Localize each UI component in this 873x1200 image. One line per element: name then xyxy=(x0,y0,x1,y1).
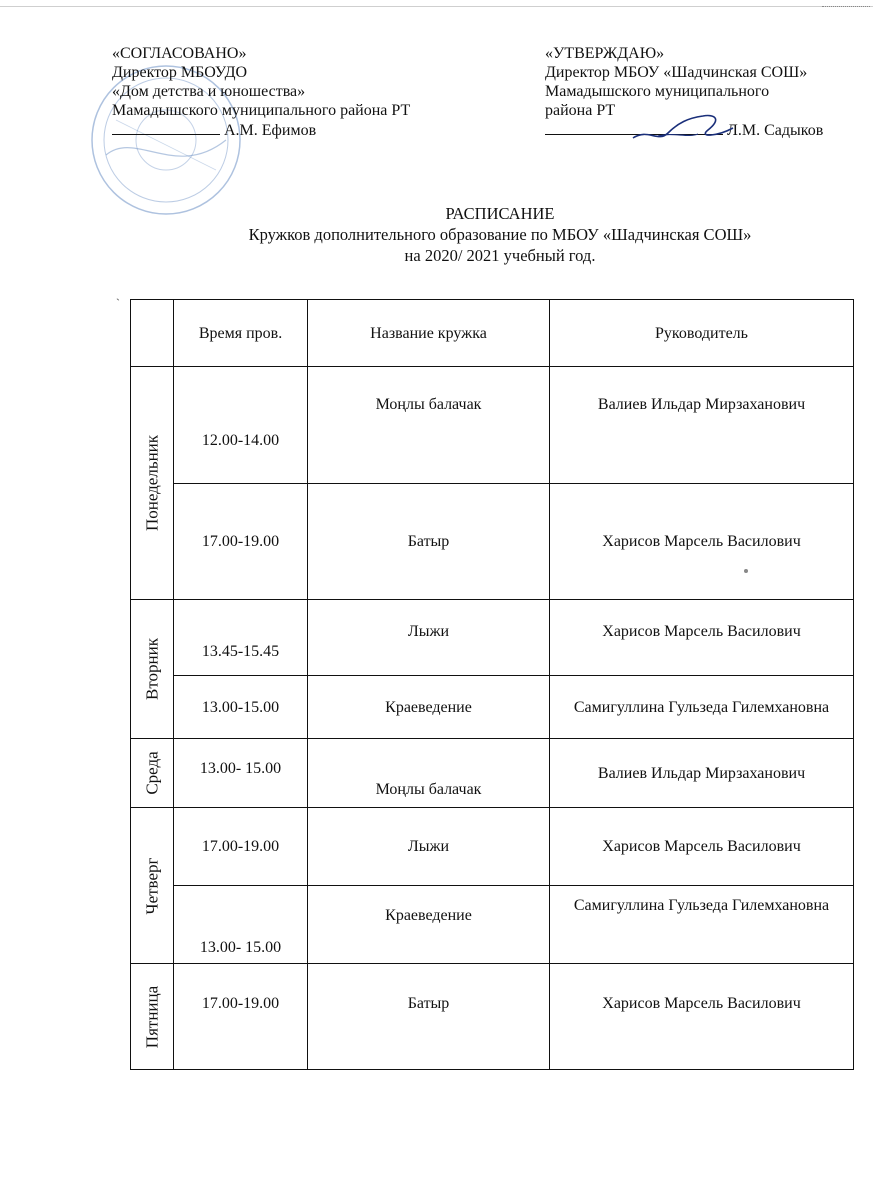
leader-cell: Харисов Марсель Василович xyxy=(550,484,854,600)
signature-line xyxy=(112,120,220,135)
approval-agreed-line3: Мамадышского муниципального района РТ xyxy=(112,102,411,119)
day-label-friday: Пятница xyxy=(142,985,162,1048)
header-row xyxy=(131,300,854,367)
approval-agreed-line2: «Дом детства и юношества» xyxy=(112,83,306,100)
day-monday xyxy=(131,367,174,600)
time-cell: 12.00-14.00 xyxy=(174,367,308,484)
table-row xyxy=(131,808,854,886)
club-cell: Лыжи xyxy=(308,600,550,676)
approval-agreed-heading: «СОГЛАСОВАНО» xyxy=(112,45,247,62)
day-thursday xyxy=(131,808,174,964)
day-wednesday xyxy=(131,739,174,808)
scan-edge-line xyxy=(0,6,873,7)
approval-agreed-signer: А.М. Ефимов xyxy=(224,122,317,139)
time-cell: 17.00-19.00 xyxy=(174,484,308,600)
approval-agreed-signature-row xyxy=(112,120,472,140)
club-cell: Батыр xyxy=(308,964,550,1070)
approval-approved-signature-row xyxy=(545,120,865,140)
day-label-wednesday: Среда xyxy=(142,751,162,795)
day-label-monday: Понедельник xyxy=(142,434,162,532)
signature-line xyxy=(545,120,723,135)
scan-edge-dash xyxy=(822,6,870,7)
table-row xyxy=(131,484,854,600)
time-cell: 13.45-15.45 xyxy=(174,600,308,676)
leader-cell: Самигуллина Гульзеда Гилемхановна xyxy=(550,676,854,739)
schedule-table xyxy=(130,299,854,1070)
time-cell: 17.00-19.00 xyxy=(174,964,308,1070)
approval-approved-line1: Директор МБОУ «Шадчинская СОШ» xyxy=(545,64,808,81)
approval-approved-line3: района РТ xyxy=(545,102,616,119)
club-cell: Краеведение xyxy=(308,676,550,739)
club-cell: Моңлы балачак xyxy=(308,739,550,808)
approval-approved-line2: Мамадышского муниципального xyxy=(545,83,770,100)
club-cell: Моңлы балачак xyxy=(308,367,550,484)
table-row xyxy=(131,739,854,808)
day-tuesday xyxy=(131,600,174,739)
day-label-thursday: Четверг xyxy=(142,857,162,914)
approval-agreed xyxy=(112,44,472,140)
leader-cell: Валиев Ильдар Мирзаханович xyxy=(550,367,854,484)
approval-agreed-line1: Директор МБОУДО xyxy=(112,64,248,81)
header-club: Название кружка xyxy=(308,300,550,367)
time-cell: 13.00- 15.00 xyxy=(174,886,308,964)
document-subtitle: Кружков дополнительного образование по МБОУ «Шадчинская СОШ» xyxy=(248,225,752,244)
approval-approved-heading: «УТВЕРЖДАЮ» xyxy=(545,45,665,62)
document-title-block xyxy=(130,203,870,266)
leader-cell: Самигуллина Гульзеда Гилемхановна xyxy=(550,886,854,964)
leader-cell: Харисов Марсель Василович xyxy=(550,600,854,676)
document-year: на 2020/ 2021 учебный год. xyxy=(404,246,596,265)
header-leader: Руководитель xyxy=(550,300,854,367)
approval-approved xyxy=(545,44,865,140)
header-time: Время пров. xyxy=(174,300,308,367)
table-row xyxy=(131,676,854,739)
leader-cell: Харисов Марсель Василович xyxy=(550,964,854,1070)
club-cell: Батыр xyxy=(308,484,550,600)
club-cell: Лыжи xyxy=(308,808,550,886)
table-row xyxy=(131,600,854,676)
table-row xyxy=(131,886,854,964)
time-cell: 13.00- 15.00 xyxy=(174,739,308,808)
scan-mark: ` xyxy=(116,296,120,310)
club-cell: Краеведение xyxy=(308,886,550,964)
header-day xyxy=(131,300,174,367)
time-cell: 13.00-15.00 xyxy=(174,676,308,739)
document-title: РАСПИСАНИЕ xyxy=(445,204,555,223)
table-row xyxy=(131,964,854,1070)
day-label-tuesday: Вторник xyxy=(142,638,162,700)
time-cell: 17.00-19.00 xyxy=(174,808,308,886)
approval-approved-signer: Л.М. Садыков xyxy=(727,122,824,139)
leader-cell: Валиев Ильдар Мирзаханович xyxy=(550,739,854,808)
table-row xyxy=(131,367,854,484)
leader-cell: Харисов Марсель Василович xyxy=(550,808,854,886)
day-friday xyxy=(131,964,174,1070)
